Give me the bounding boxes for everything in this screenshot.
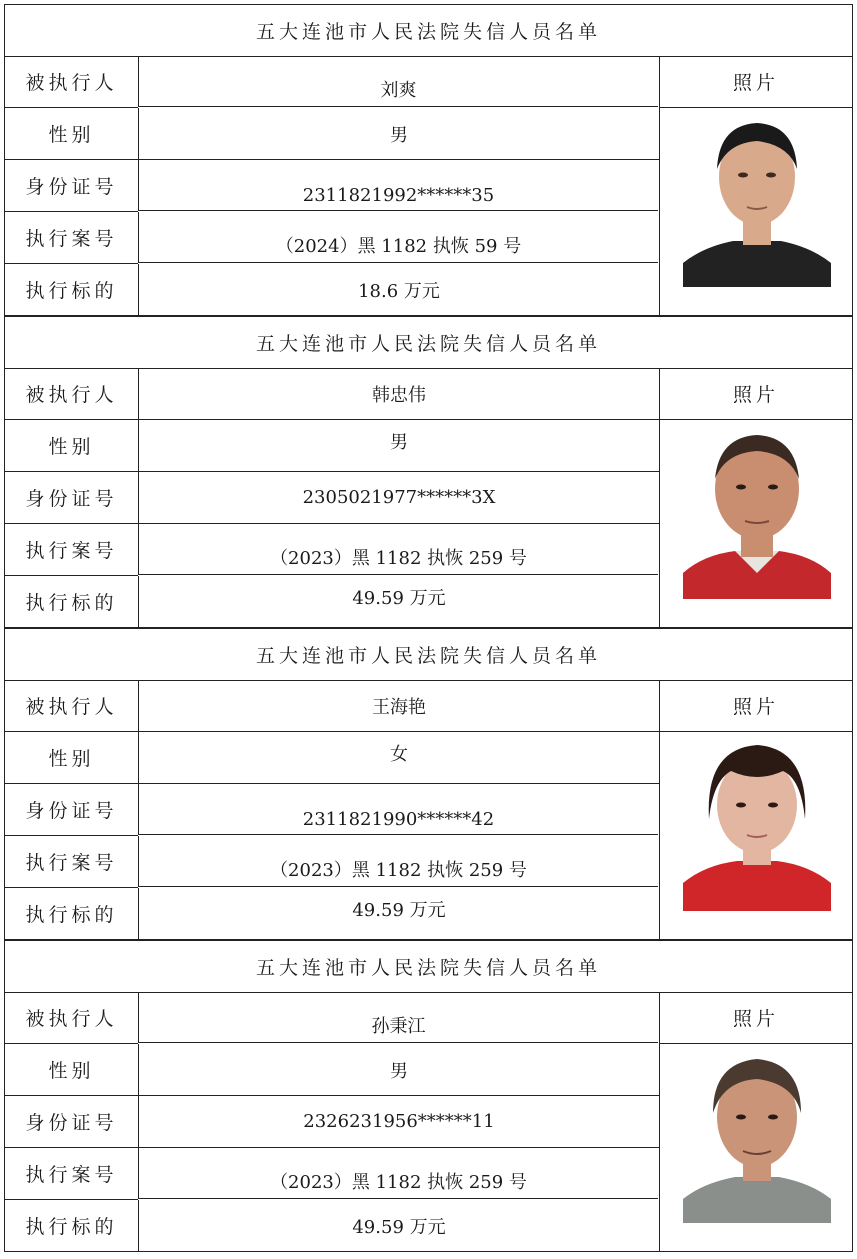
label-photo [659,680,853,732]
label-text: 被执行人 [25,72,118,94]
portrait-photo [683,735,831,911]
value-name [138,368,659,420]
label-photo [659,368,853,420]
value-id-number [138,1096,659,1148]
label-gender [4,732,138,784]
value-id-number [138,472,659,524]
photo-cell [659,108,853,316]
amount-text: 49.59 万元 [352,900,446,921]
header-text: 五大连池市人民法院失信人员名单 [255,21,601,43]
label-photo [659,56,853,108]
label-target [4,576,138,628]
value-case-number [138,524,658,575]
label-executed-person [4,56,138,108]
value-case-number [138,212,658,263]
label-target [4,1200,138,1252]
label-gender [4,108,138,160]
id-number-text: 2311821990******42 [302,809,495,830]
label-text: 执行案号 [25,852,118,874]
label-target [4,888,138,940]
label-text: 被执行人 [25,696,118,718]
case-number-text: （2024）黑 1182 执恢 59 号 [275,236,522,257]
label-id-number [4,160,138,212]
gender-text: 男 [390,124,408,146]
value-gender [138,1044,659,1096]
record-block [4,4,853,316]
label-id-number [4,784,138,836]
id-number-text: 2326231956******11 [303,1111,495,1132]
label-text: 照片 [732,696,779,718]
label-text: 执行标的 [25,1216,118,1238]
label-executed-person [4,680,138,732]
label-text: 被执行人 [25,1008,118,1030]
name-text: 刘爽 [380,80,417,101]
photo-cell [659,1044,853,1252]
label-text: 执行案号 [25,540,118,562]
label-text: 执行案号 [25,228,118,250]
record-header [4,4,853,57]
value-case-number [138,836,658,887]
portrait-photo [683,1047,831,1223]
label-text: 照片 [732,1008,779,1030]
value-amount [138,888,659,940]
value-gender [138,108,659,160]
label-text: 执行标的 [25,904,118,926]
name-text: 孙秉江 [371,1016,426,1037]
label-case-number [4,836,138,888]
id-number-text: 2305021977******3X [302,487,496,508]
label-text: 身份证号 [25,488,118,510]
value-amount [138,264,659,316]
label-text: 执行标的 [25,280,118,302]
gender-text: 女 [390,744,408,765]
label-executed-person [4,992,138,1044]
label-target [4,264,138,316]
photo-cell [659,420,853,628]
case-number-text: （2023）黑 1182 执恢 259 号 [270,860,527,881]
label-case-number [4,524,138,576]
id-number-text: 2311821992******35 [302,185,495,206]
value-id-number [138,784,658,835]
portrait-image [683,1047,831,1223]
value-amount [138,1200,659,1252]
label-text: 被执行人 [25,384,118,406]
gender-text: 男 [390,1060,408,1082]
portrait-image [683,735,831,911]
value-name [138,680,659,732]
value-name [138,992,658,1043]
value-name [138,56,658,107]
label-case-number [4,1148,138,1200]
record-block [4,940,853,1252]
label-executed-person [4,368,138,420]
name-text: 王海艳 [372,696,426,718]
label-text: 执行标的 [25,592,118,614]
blacklist-sheet [4,4,853,1252]
name-text: 韩忠伟 [372,384,426,406]
portrait-photo [683,111,831,287]
label-id-number [4,1096,138,1148]
case-number-text: （2023）黑 1182 执恢 259 号 [270,1172,527,1193]
value-gender [138,420,659,472]
label-id-number [4,472,138,524]
amount-text: 18.6 万元 [358,280,440,302]
value-amount [138,576,659,628]
record-header [4,940,853,993]
label-gender [4,420,138,472]
record-block [4,628,853,940]
label-text: 身份证号 [25,176,118,198]
label-text: 身份证号 [25,1112,118,1134]
portrait-image [683,111,831,287]
value-id-number [138,160,658,211]
value-gender [138,732,659,784]
label-text: 性别 [48,436,95,458]
label-text: 性别 [48,748,95,770]
label-case-number [4,212,138,264]
label-text: 性别 [48,124,95,146]
case-number-text: （2023）黑 1182 执恢 259 号 [270,548,527,569]
label-text: 照片 [732,72,779,94]
header-text: 五大连池市人民法院失信人员名单 [255,333,601,355]
label-photo [659,992,853,1044]
amount-text: 49.59 万元 [352,588,446,609]
record-header [4,628,853,681]
header-text: 五大连池市人民法院失信人员名单 [255,957,601,979]
portrait-image [683,423,831,599]
label-text: 执行案号 [25,1164,118,1186]
amount-text: 49.59 万元 [352,1216,446,1238]
label-text: 性别 [48,1060,95,1082]
label-gender [4,1044,138,1096]
portrait-photo [683,423,831,599]
header-text: 五大连池市人民法院失信人员名单 [255,645,601,667]
record-block [4,316,853,628]
photo-cell [659,732,853,940]
value-case-number [138,1148,658,1199]
record-header [4,316,853,369]
label-text: 身份证号 [25,800,118,822]
label-text: 照片 [732,384,779,406]
gender-text: 男 [390,432,408,453]
